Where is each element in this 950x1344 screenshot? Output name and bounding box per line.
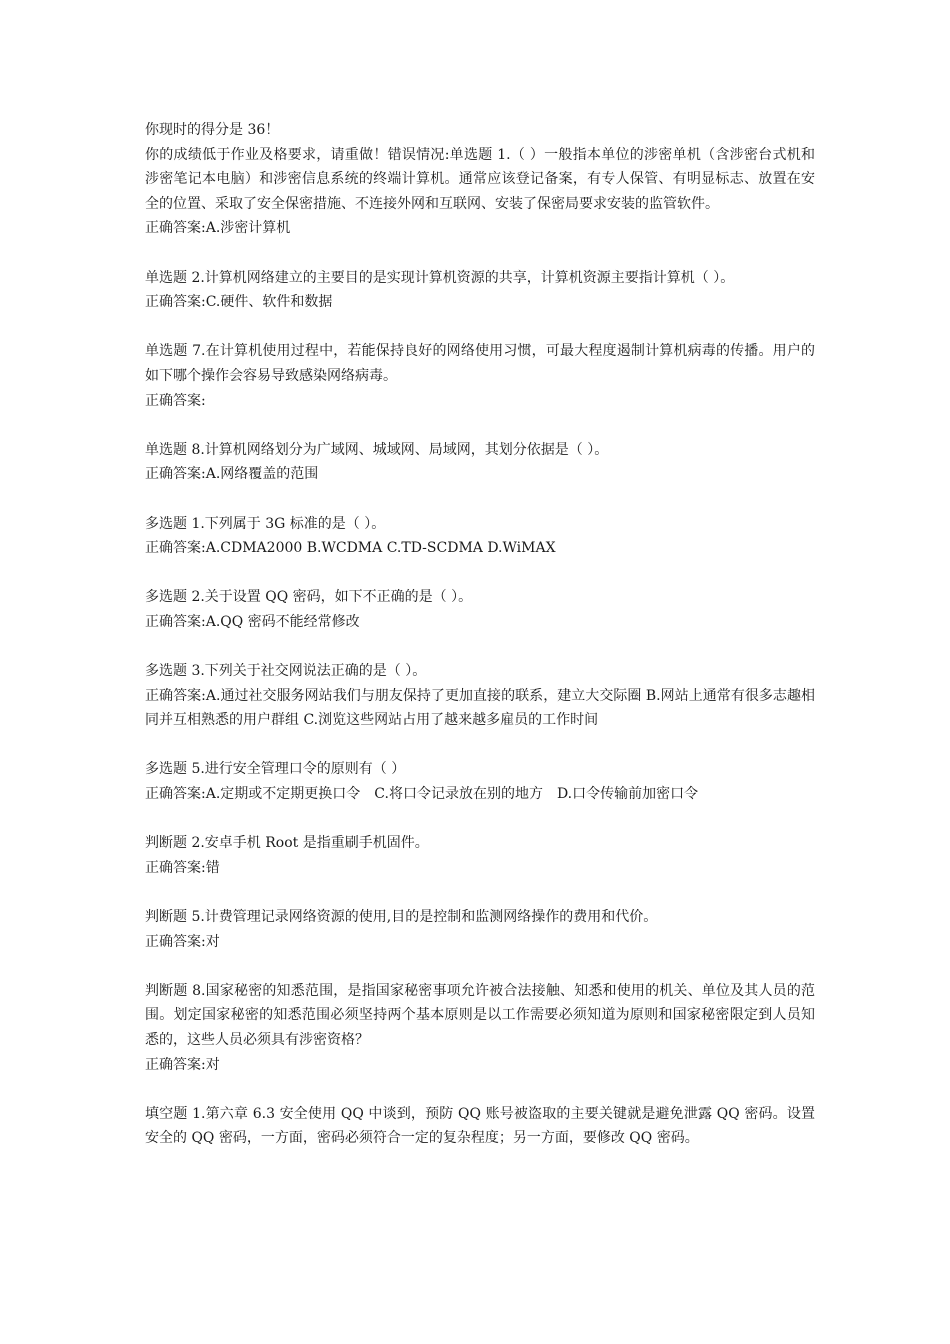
question-fill-1: 填空题 1.第六章 6.3 安全使用 QQ 中谈到，预防 QQ 账号被盗取的主要关键就是避免泄露 QQ 密码。设置安全的 QQ 密码，一方面，密码必须符合一定的复杂程度；另一方面，要修改 QQ 密码。 xyxy=(145,1105,815,1147)
answer-multi-2: 正确答案:A.QQ 密码不能经常修改 xyxy=(145,613,360,630)
document-body xyxy=(145,118,815,1151)
paragraph-gap xyxy=(145,241,815,266)
paragraph-gap xyxy=(145,487,815,512)
question-single-7: 单选题 7.在计算机使用过程中，若能保持良好的网络使用习惯，可最大程度遏制计算机病毒的传播。用户的如下哪个操作会容易导致感染网络病毒。 xyxy=(145,343,815,384)
answer-judge-8: 正确答案:对 xyxy=(145,1056,220,1073)
paragraph-gap xyxy=(145,733,815,758)
answer-single-2: 正确答案:C.硬件、软件和数据 xyxy=(145,294,333,311)
question-single-8: 单选题 8.计算机网络划分为广域网、城域网、局域网，其划分依据是（ ）。 xyxy=(145,441,609,458)
answer-judge-5: 正确答案:对 xyxy=(145,933,220,950)
answer-multi-3: 正确答案:A.通过社交服务网站我们与朋友保持了更加直接的联系，建立大交际圈 B.网站上通常有很多志趣相同并互相熟悉的用户群组 C.浏览这些网站占用了越来越多雇员的工作时间 xyxy=(145,687,815,729)
paragraph-gap xyxy=(145,1077,815,1102)
answer-multi-1: 正确答案:A.CDMA2000 B.WCDMA C.TD-SCDMA D.WiMAX xyxy=(145,540,556,557)
question-multi-2: 多选题 2.关于设置 QQ 密码，如下不正确的是（ ）。 xyxy=(145,589,473,606)
score-line: 你现时的得分是 36！ xyxy=(145,122,280,138)
question-single-1: 你的成绩低于作业及格要求，请重做！错误情况:单选题 1.（ ）一般指本单位的涉密单机（含涉密台式机和涉密笔记本电脑）和涉密信息系统的终端计算机。通常应该登记备案，有专人保管、有明显标志、放置在安全的位置、采取了安全保密措施、不连接外网和互联网、安装了保密局要求安装的监管软件。 xyxy=(145,146,815,212)
answer-multi-5: 正确答案:A.定期或不定期更换口令 C.将口令记录放在别的地方 D.口令传输前加密口令 xyxy=(145,786,699,803)
paragraph-gap xyxy=(145,954,815,979)
paragraph-gap xyxy=(145,315,815,340)
paragraph-gap xyxy=(145,880,815,905)
paragraph-gap xyxy=(145,807,815,832)
question-judge-8: 判断题 8.国家秘密的知悉范围，是指国家秘密事项允许被合法接触、知悉和使用的机关、单位及其人员的范围。划定国家秘密的知悉范围必须坚持两个基本原则是以工作需要必须知道为原则和国家秘密限定到人员知悉的，这些人员必须具有涉密资格？ xyxy=(145,982,815,1048)
question-multi-1: 多选题 1.下列属于 3G 标准的是（ ）。 xyxy=(145,515,386,532)
question-judge-2: 判断题 2.安卓手机 Root 是指重刷手机固件。 xyxy=(145,835,429,852)
answer-single-1: 正确答案:A.涉密计算机 xyxy=(145,220,291,237)
paragraph-gap xyxy=(145,561,815,586)
question-judge-5: 判断题 5.计费管理记录网络资源的使用,目的是控制和监测网络操作的费用和代价。 xyxy=(145,909,658,925)
answer-single-7: 正确答案: xyxy=(145,392,206,409)
question-multi-5: 多选题 5.进行安全管理口令的原则有（ ） xyxy=(145,761,406,778)
answer-single-8: 正确答案:A.网络覆盖的范围 xyxy=(145,466,319,483)
paragraph-gap xyxy=(145,413,815,438)
question-multi-3: 多选题 3.下列关于社交网说法正确的是（ ）。 xyxy=(145,663,427,680)
question-single-2: 单选题 2.计算机网络建立的主要目的是实现计算机资源的共享，计算机资源主要指计算机（ ）。 xyxy=(145,269,735,286)
answer-judge-2: 正确答案:错 xyxy=(145,859,220,876)
paragraph-gap xyxy=(145,634,815,659)
